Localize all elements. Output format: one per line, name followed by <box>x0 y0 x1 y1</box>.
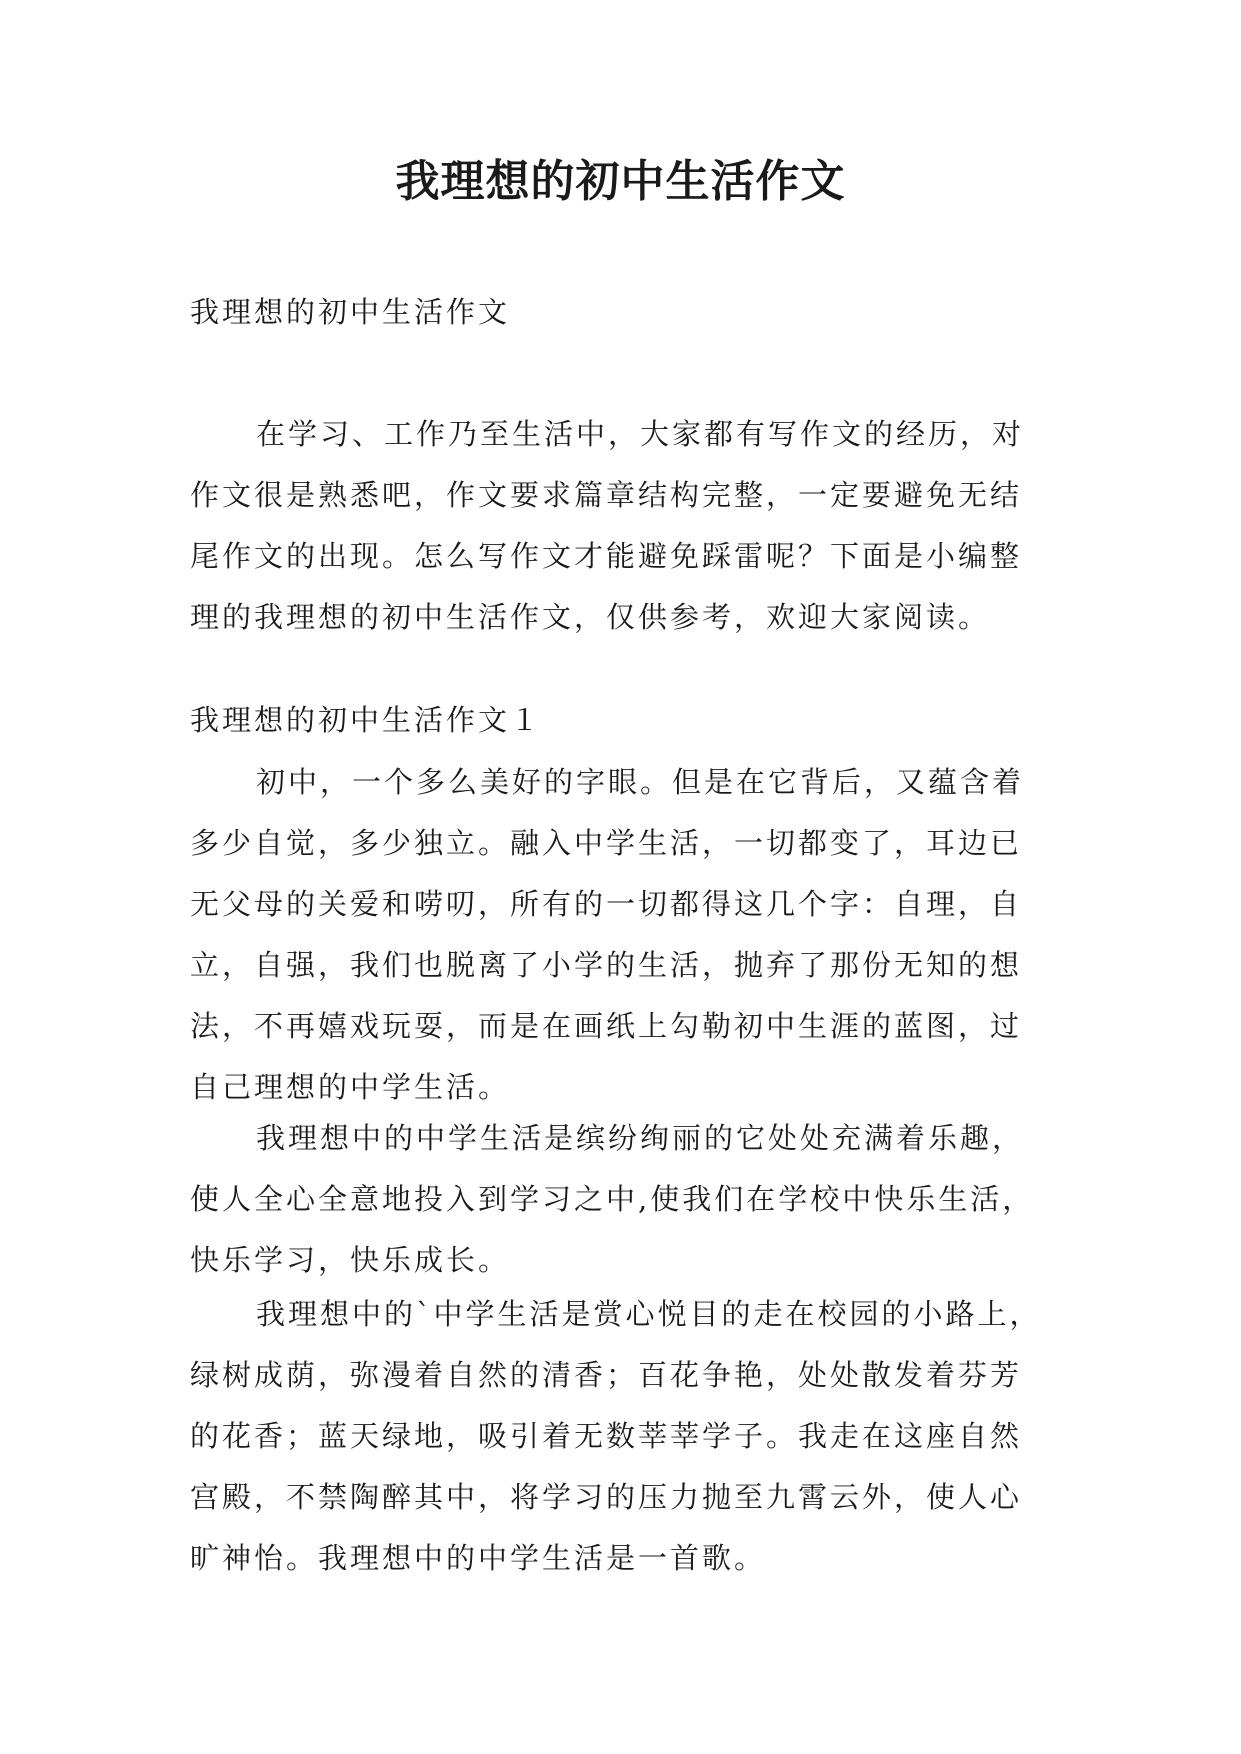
paragraph-line: 多少自觉，多少独立。融入中学生活，一切都变了，耳边已 <box>190 826 1023 860</box>
document-title: 我理想的初中生活作文 <box>395 156 846 207</box>
paragraph-line: 初中，一个多么美好的字眼。但是在它背后，又蕴含着 <box>256 765 1025 799</box>
intro-line: 尾作文的出现。怎么写作文才能避免踩雷呢？下面是小编整 <box>190 539 1023 573</box>
body-paragraph-2 <box>190 1108 1060 1291</box>
paragraph-line: 的花香；蓝天绿地，吸引着无数莘莘学子。我走在这座自然 <box>190 1419 1023 1453</box>
body-paragraph-3 <box>190 1284 1060 1589</box>
intro-line: 理的我理想的初中生活作文，仅供参考，欢迎大家阅读。 <box>190 600 991 634</box>
paragraph-line: 绿树成荫，弥漫着自然的清香；百花争艳，处处散发着芬芳 <box>190 1358 1023 1392</box>
intro-paragraph <box>190 404 1060 648</box>
paragraph-line: 宫殿，不禁陶醉其中，将学习的压力抛至九霄云外，使人心 <box>190 1480 1023 1514</box>
paragraph-line: 使人全心全意地投入到学习之中,使我们在学校中快乐生活， <box>190 1182 1035 1216</box>
paragraph-line: 无父母的关爱和唠叨，所有的一切都得这几个字：自理，自 <box>190 887 1023 921</box>
paragraph-line: 快乐学习，快乐成长。 <box>190 1243 511 1277</box>
body-paragraph-1 <box>190 752 1060 1118</box>
paragraph-line: 立，自强，我们也脱离了小学的生活，抛弃了那份无知的想 <box>190 948 1023 982</box>
paragraph-line: 我理想中的中学生活是缤纷绚丽的它处处充满着乐趣， <box>256 1121 1025 1155</box>
paragraph-line: 旷神怡。我理想中的中学生活是一首歌。 <box>190 1541 767 1575</box>
paragraph-line: 自己理想的中学生活。 <box>190 1070 511 1104</box>
paragraph-line: 我理想中的`中学生活是赏心悦目的走在校园的小路上， <box>256 1297 1042 1331</box>
intro-line: 作文很是熟悉吧，作文要求篇章结构完整，一定要避免无结 <box>190 478 1023 512</box>
intro-line: 在学习、工作乃至生活中，大家都有写作文的经历，对 <box>256 417 1025 451</box>
document-subtitle: 我理想的初中生活作文 <box>190 295 511 329</box>
paragraph-line: 法，不再嬉戏玩耍，而是在画纸上勾勒初中生涯的蓝图，过 <box>190 1009 1023 1043</box>
section-heading: 我理想的初中生活作文１ <box>190 703 543 737</box>
